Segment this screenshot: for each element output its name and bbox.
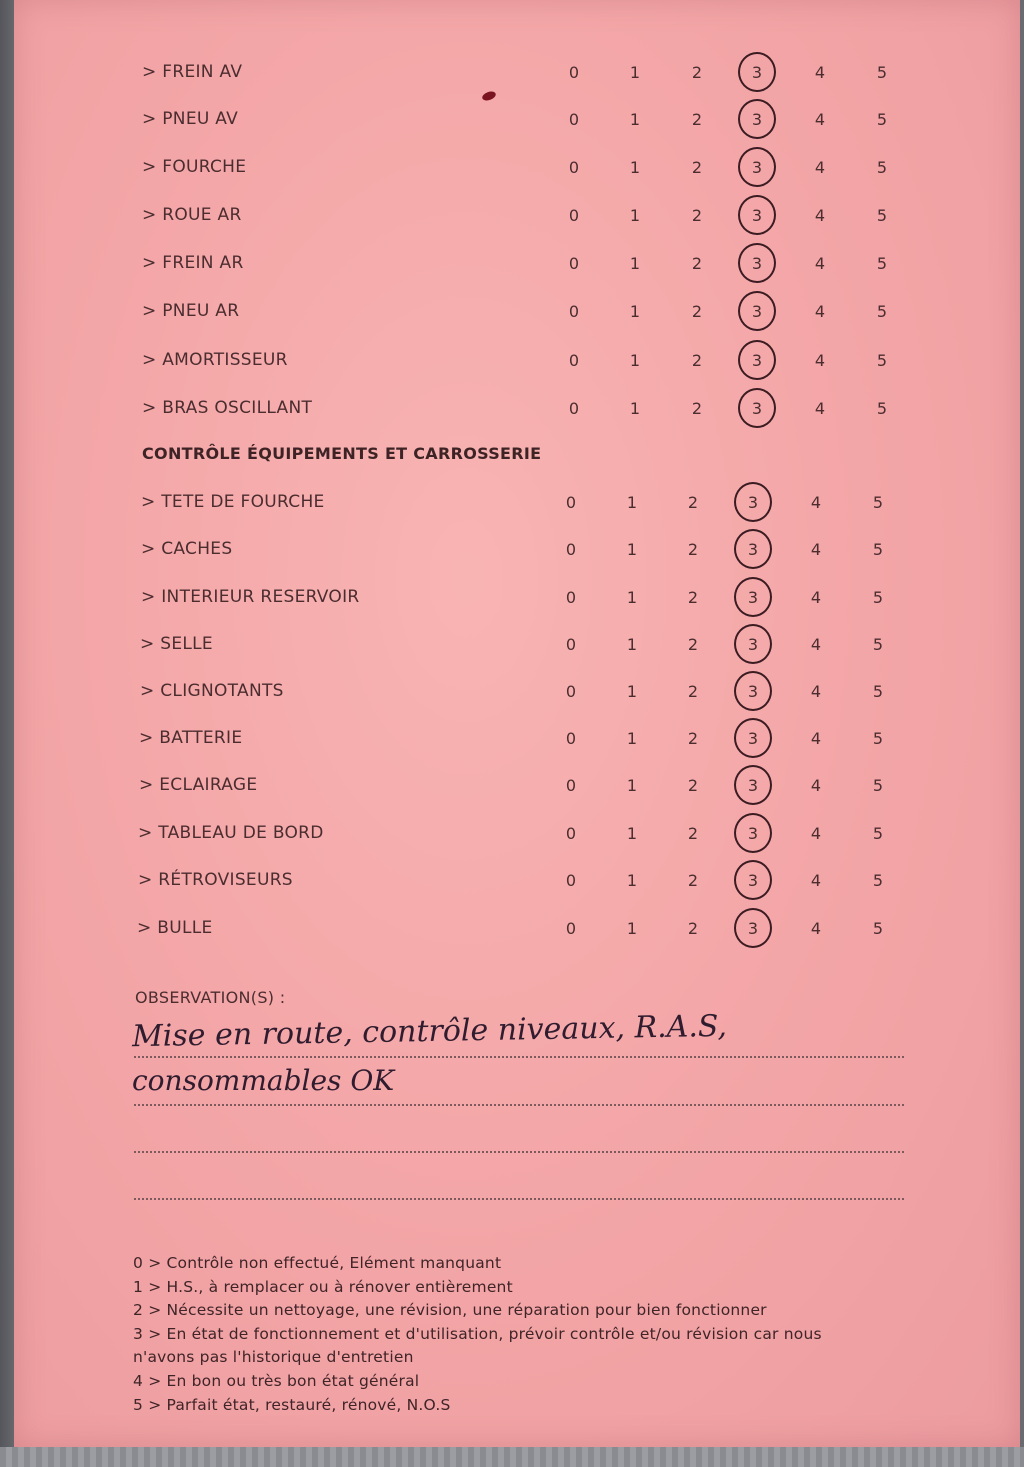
section-title: CONTRÔLE ÉQUIPEMENTS ET CARROSSERIE (142, 444, 542, 463)
score-option-3[interactable]: 3 (747, 776, 759, 795)
score-option-3[interactable]: 3 (751, 399, 763, 418)
score-option-4[interactable]: 4 (810, 493, 822, 512)
score-option-3[interactable]: 3 (747, 729, 759, 748)
checklist-item-label: > BRAS OSCILLANT (142, 398, 313, 418)
score-option-1[interactable]: 1 (626, 540, 638, 559)
score-option-2[interactable]: 2 (687, 871, 699, 890)
rating-legend (133, 1252, 893, 1417)
checklist-item-label: > RÉTROVISEURS (138, 870, 293, 890)
checklist-row (0, 107, 1024, 135)
ink-stain (481, 90, 497, 102)
score-option-4[interactable]: 4 (814, 63, 826, 82)
score-option-1[interactable]: 1 (626, 493, 638, 512)
score-option-3[interactable]: 3 (751, 351, 763, 370)
score-option-5[interactable]: 5 (872, 776, 884, 795)
checklist-row (0, 868, 1024, 896)
checklist-row (0, 490, 1024, 518)
score-option-4[interactable]: 4 (814, 399, 826, 418)
checklist-item-label: > BATTERIE (139, 728, 243, 748)
score-option-5[interactable]: 5 (872, 493, 884, 512)
selected-score-circle (734, 813, 772, 853)
observation-line-4 (134, 1198, 904, 1200)
score-option-1[interactable]: 1 (629, 206, 641, 225)
checklist-row (0, 203, 1024, 231)
score-option-3[interactable]: 3 (747, 540, 759, 559)
checklist-item-label: > ROUE AR (142, 205, 242, 225)
selected-score-circle (734, 908, 772, 948)
selected-score-circle (738, 340, 776, 380)
score-option-1[interactable]: 1 (626, 588, 638, 607)
score-option-2[interactable]: 2 (687, 540, 699, 559)
checklist-item-label: > CLIGNOTANTS (140, 681, 284, 701)
score-option-0[interactable]: 0 (568, 351, 580, 370)
checklist-row (0, 773, 1024, 801)
score-option-5[interactable]: 5 (872, 871, 884, 890)
legend-line: 1 > H.S., à remplacer ou à rénover entièrement (133, 1277, 513, 1296)
score-option-4[interactable]: 4 (810, 824, 822, 843)
score-option-0[interactable]: 0 (565, 682, 577, 701)
score-option-4[interactable]: 4 (814, 351, 826, 370)
legend-line: 3 > En état de fonctionnement et d'utilisation, prévoir contrôle et/ou révision car nous (133, 1324, 822, 1343)
score-option-2[interactable]: 2 (691, 158, 703, 177)
score-option-5[interactable]: 5 (876, 351, 888, 370)
checklist-row (0, 585, 1024, 613)
score-option-0[interactable]: 0 (565, 729, 577, 748)
score-option-3[interactable]: 3 (751, 110, 763, 129)
score-option-1[interactable]: 1 (629, 158, 641, 177)
score-option-2[interactable]: 2 (687, 493, 699, 512)
score-option-1[interactable]: 1 (629, 110, 641, 129)
score-option-2[interactable]: 2 (691, 110, 703, 129)
score-option-0[interactable]: 0 (568, 206, 580, 225)
score-option-2[interactable]: 2 (687, 776, 699, 795)
score-option-1[interactable]: 1 (626, 682, 638, 701)
score-option-4[interactable]: 4 (810, 635, 822, 654)
score-option-3[interactable]: 3 (751, 158, 763, 177)
score-option-2[interactable]: 2 (687, 919, 699, 938)
score-option-1[interactable]: 1 (626, 776, 638, 795)
selected-score-circle (734, 860, 772, 900)
checklist-item-label: > PNEU AV (142, 109, 239, 129)
checklist-item-label: > FREIN AR (142, 253, 244, 273)
score-option-4[interactable]: 4 (810, 588, 822, 607)
checklist-item-label: > FREIN AV (142, 62, 243, 82)
score-option-2[interactable]: 2 (691, 399, 703, 418)
score-option-3[interactable]: 3 (751, 206, 763, 225)
score-option-3[interactable]: 3 (747, 493, 759, 512)
score-option-0[interactable]: 0 (568, 399, 580, 418)
checklist-row (0, 537, 1024, 565)
score-option-0[interactable]: 0 (565, 493, 577, 512)
checklist-item-label: > TETE DE FOURCHE (141, 492, 325, 512)
score-option-0[interactable]: 0 (568, 110, 580, 129)
score-option-5[interactable]: 5 (872, 588, 884, 607)
checklist-row (0, 916, 1024, 944)
score-option-5[interactable]: 5 (872, 729, 884, 748)
selected-score-circle (734, 529, 772, 569)
score-option-0[interactable]: 0 (565, 635, 577, 654)
score-option-5[interactable]: 5 (872, 824, 884, 843)
score-option-3[interactable]: 3 (747, 682, 759, 701)
checklist-item-label: > AMORTISSEUR (142, 350, 288, 370)
observations-label: OBSERVATION(S) : (135, 988, 286, 1007)
score-option-5[interactable]: 5 (876, 63, 888, 82)
score-option-2[interactable]: 2 (691, 254, 703, 273)
score-option-4[interactable]: 4 (814, 158, 826, 177)
selected-score-circle (738, 243, 776, 283)
score-option-5[interactable]: 5 (876, 254, 888, 273)
checklist-row (0, 348, 1024, 376)
score-option-2[interactable]: 2 (687, 682, 699, 701)
score-option-1[interactable]: 1 (626, 729, 638, 748)
selected-score-circle (734, 624, 772, 664)
score-option-5[interactable]: 5 (872, 635, 884, 654)
score-option-3[interactable]: 3 (751, 302, 763, 321)
selected-score-circle (738, 147, 776, 187)
score-option-0[interactable]: 0 (565, 919, 577, 938)
checklist-item-label: > CACHES (141, 539, 233, 559)
sleeve-edge (0, 1447, 1024, 1467)
checklist-item-label: > SELLE (140, 634, 213, 654)
selected-score-circle (734, 482, 772, 522)
checklist-row (0, 299, 1024, 327)
selected-score-circle (734, 577, 772, 617)
checklist-row (0, 60, 1024, 88)
score-option-2[interactable]: 2 (691, 302, 703, 321)
checklist-row (0, 396, 1024, 424)
score-option-5[interactable]: 5 (872, 682, 884, 701)
observation-line-1 (134, 1056, 904, 1058)
observation-line-2 (134, 1104, 904, 1106)
score-option-5[interactable]: 5 (876, 399, 888, 418)
score-option-4[interactable]: 4 (814, 254, 826, 273)
observation-handwritten-2: consommables OK (132, 1064, 395, 1097)
score-option-4[interactable]: 4 (810, 871, 822, 890)
score-option-3[interactable]: 3 (747, 871, 759, 890)
score-option-4[interactable]: 4 (814, 110, 826, 129)
legend-line: 2 > Nécessite un nettoyage, une révision, une réparation pour bien fonctionner (133, 1301, 767, 1320)
score-option-2[interactable]: 2 (687, 824, 699, 843)
score-option-0[interactable]: 0 (565, 871, 577, 890)
observation-handwritten-1: Mise en route, contrôle niveaux, R.A.S, (131, 1008, 728, 1055)
score-option-5[interactable]: 5 (872, 540, 884, 559)
score-option-2[interactable]: 2 (687, 729, 699, 748)
checklist-item-label: > ECLAIRAGE (139, 775, 258, 795)
selected-score-circle (734, 718, 772, 758)
score-option-0[interactable]: 0 (568, 158, 580, 177)
checklist-item-label: > BULLE (137, 918, 213, 938)
score-option-5[interactable]: 5 (876, 302, 888, 321)
checklist-item-label: > INTERIEUR RESERVOIR (141, 587, 360, 607)
selected-score-circle (734, 765, 772, 805)
score-option-5[interactable]: 5 (872, 919, 884, 938)
score-option-2[interactable]: 2 (691, 351, 703, 370)
observation-line-3 (134, 1151, 904, 1153)
score-option-3[interactable]: 3 (747, 824, 759, 843)
selected-score-circle (738, 291, 776, 331)
score-option-0[interactable]: 0 (565, 540, 577, 559)
checklist-item-label: > FOURCHE (142, 157, 247, 177)
checklist-row (0, 726, 1024, 754)
selected-score-circle (734, 671, 772, 711)
score-option-4[interactable]: 4 (810, 919, 822, 938)
score-option-5[interactable]: 5 (876, 158, 888, 177)
legend-line: n'avons pas l'historique d'entretien (133, 1348, 414, 1367)
score-option-2[interactable]: 2 (691, 63, 703, 82)
score-option-0[interactable]: 0 (568, 63, 580, 82)
score-option-5[interactable]: 5 (876, 206, 888, 225)
score-option-1[interactable]: 1 (626, 824, 638, 843)
score-option-3[interactable]: 3 (747, 919, 759, 938)
score-option-4[interactable]: 4 (810, 682, 822, 701)
selected-score-circle (738, 52, 776, 92)
legend-line: 5 > Parfait état, restauré, rénové, N.O.S (133, 1395, 451, 1414)
score-option-2[interactable]: 2 (687, 635, 699, 654)
score-option-3[interactable]: 3 (747, 635, 759, 654)
selected-score-circle (738, 195, 776, 235)
score-option-0[interactable]: 0 (568, 302, 580, 321)
score-option-3[interactable]: 3 (751, 254, 763, 273)
score-option-1[interactable]: 1 (629, 63, 641, 82)
score-option-2[interactable]: 2 (687, 588, 699, 607)
checklist-item-label: > PNEU AR (142, 301, 240, 321)
legend-line: 4 > En bon ou très bon état général (133, 1371, 420, 1390)
checklist-row (0, 632, 1024, 660)
legend-line: 0 > Contrôle non effectué, Elément manquant (133, 1254, 502, 1272)
score-option-0[interactable]: 0 (565, 588, 577, 607)
score-option-5[interactable]: 5 (876, 110, 888, 129)
checklist-item-label: > TABLEAU DE BORD (138, 823, 324, 843)
score-option-4[interactable]: 4 (810, 776, 822, 795)
score-option-0[interactable]: 0 (565, 776, 577, 795)
score-option-4[interactable]: 4 (814, 302, 826, 321)
checklist-row (0, 821, 1024, 849)
score-option-1[interactable]: 1 (626, 871, 638, 890)
score-option-4[interactable]: 4 (810, 729, 822, 748)
score-option-1[interactable]: 1 (629, 254, 641, 273)
checklist-row (0, 155, 1024, 183)
score-option-0[interactable]: 0 (565, 824, 577, 843)
selected-score-circle (738, 388, 776, 428)
checklist-row (0, 251, 1024, 279)
score-option-1[interactable]: 1 (629, 399, 641, 418)
score-option-3[interactable]: 3 (751, 63, 763, 82)
selected-score-circle (738, 99, 776, 139)
score-option-4[interactable]: 4 (814, 206, 826, 225)
score-option-1[interactable]: 1 (626, 635, 638, 654)
score-option-0[interactable]: 0 (568, 254, 580, 273)
score-option-1[interactable]: 1 (629, 302, 641, 321)
score-option-4[interactable]: 4 (810, 540, 822, 559)
score-option-3[interactable]: 3 (747, 588, 759, 607)
score-option-1[interactable]: 1 (626, 919, 638, 938)
score-option-2[interactable]: 2 (691, 206, 703, 225)
checklist-row (0, 679, 1024, 707)
score-option-1[interactable]: 1 (629, 351, 641, 370)
